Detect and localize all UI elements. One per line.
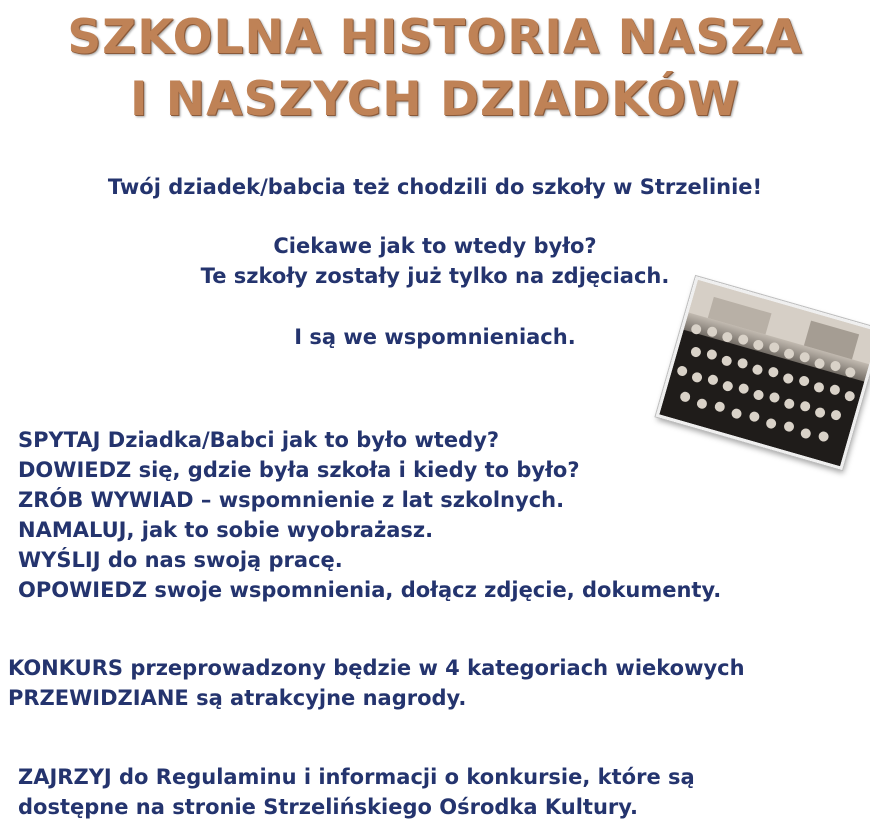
old-school-class-photo: [656, 276, 870, 470]
intro-line-1: Twój dziadek/babcia też chodzili do szkoły w Strzelinie!: [107, 175, 763, 199]
intro-line-4: I są we wspomnieniach.: [294, 325, 576, 349]
poster-title-line-1: SZKOLNA HISTORIA NASZA: [67, 10, 803, 65]
task-ask: SPYTAJ Dziadka/Babci jak to było wtedy?: [18, 428, 500, 452]
task-tell: OPOWIEDZ swoje wspomnienia, dołącz zdjęcie, dokumenty.: [18, 578, 722, 602]
contest-line-1: KONKURS przeprowadzony będzie w 4 kategoriach wiekowych: [8, 656, 745, 680]
task-paint: NAMALUJ, jak to sobie wyobrażasz.: [18, 518, 434, 542]
intro-line-2: Ciekawe jak to wtedy było?: [273, 234, 597, 258]
class-photo-figures: [659, 280, 870, 466]
task-find-out: DOWIEDZ się, gdzie była szkoła i kiedy to było?: [18, 458, 580, 482]
task-send: WYŚLIJ do nas swoją pracę.: [18, 548, 343, 572]
task-interview: ZRÓB WYWIAD – wspomnienie z lat szkolnych.: [18, 488, 565, 512]
intro-line-3: Te szkoły zostały już tylko na zdjęciach.: [200, 264, 670, 288]
contest-line-2: PRZEWIDZIANE są atrakcyjne nagrody.: [8, 686, 467, 710]
footer-line-2: dostępne na stronie Strzelińskiego Ośrodka Kultury.: [18, 795, 638, 819]
poster-title-line-2: I NASZYCH DZIADKÓW: [129, 72, 741, 127]
footer-line-1: ZAJRZYJ do Regulaminu i informacji o konkursie, które są: [18, 765, 695, 789]
